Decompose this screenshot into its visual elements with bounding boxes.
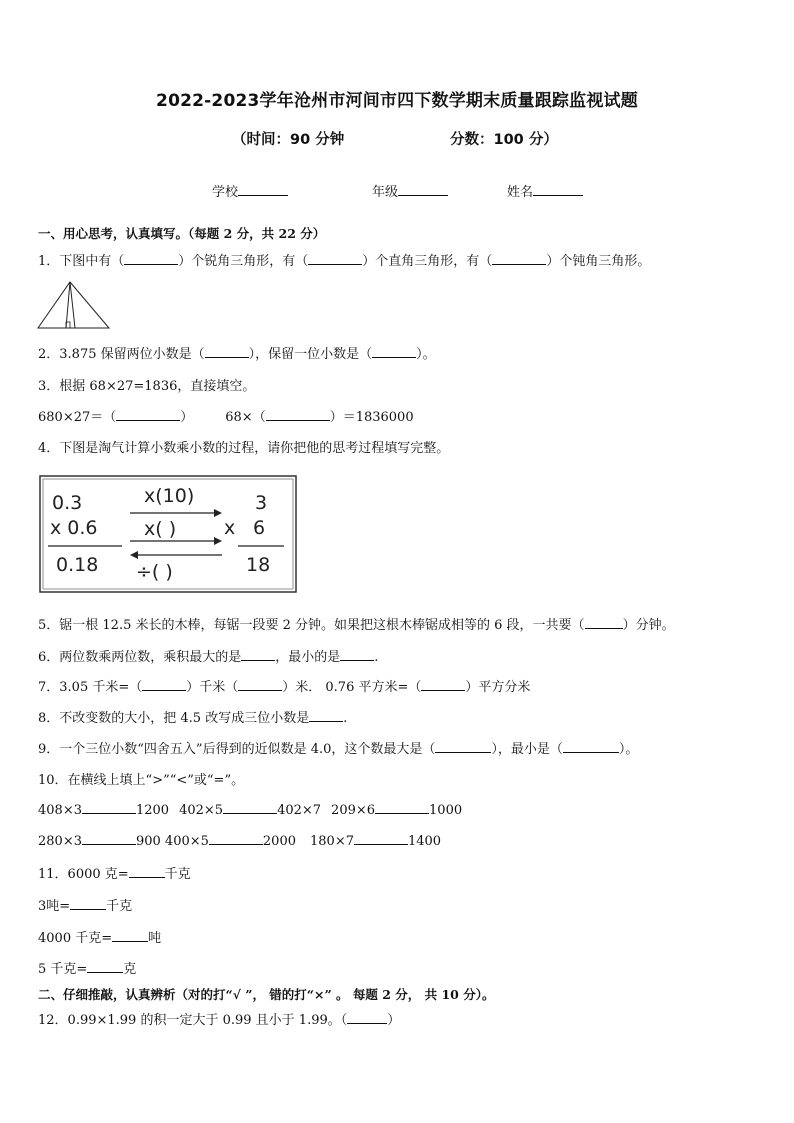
name-label: 姓名 (507, 185, 534, 200)
q12-text-b: ） (387, 1013, 401, 1028)
diagram-arrow2-label: x( ) (144, 518, 177, 540)
grade-field (372, 181, 448, 200)
q11-b-blank[interactable] (70, 897, 106, 910)
decimal-multiplication-diagram (38, 473, 298, 595)
q2-text-c: ）。 (416, 347, 436, 362)
diagram-left-mid: x 0.6 (50, 517, 98, 539)
question-6 (38, 646, 378, 665)
question-4: 4．下图是淘气计算小数乘小数的过程，请你把他的思考过程填写完整。 (38, 441, 450, 456)
question-3-items (38, 406, 414, 425)
q10-row1-a: 408×3 (38, 803, 82, 818)
q1-blank-right[interactable] (308, 252, 362, 265)
q11-c-text: 4000 千克= (38, 931, 113, 946)
q10-row2-blank-2[interactable] (209, 832, 263, 845)
question-10-row-1 (38, 801, 462, 818)
question-11-a (38, 863, 191, 882)
question-3: 3．根据 68×27=1836，直接填空。 (38, 379, 256, 394)
q11-b-unit: 千克 (106, 899, 133, 914)
q10-row2-b: 900 400×5 (135, 834, 209, 849)
q11-a-unit: 千克 (164, 867, 191, 882)
question-5 (38, 614, 675, 633)
name-blank[interactable] (533, 181, 583, 196)
q11-d-unit: 克 (123, 962, 137, 977)
school-blank[interactable] (238, 181, 288, 196)
q1-text-a: 1．下图中有（ (38, 254, 125, 269)
diagram-arrow2-head (214, 537, 222, 545)
q11-b-text: 3吨= (38, 899, 71, 914)
diagram-right-mid: 6 (253, 517, 266, 539)
q3-blank-1[interactable] (116, 408, 180, 421)
q10-row1-d: 402×7 (277, 803, 322, 818)
q12-blank[interactable] (347, 1011, 387, 1024)
section-1-heading: 一、用心思考，认真填写。（每题 2 分，共 22 分） (38, 226, 326, 241)
q3-blank-2[interactable] (266, 408, 330, 421)
q11-c-blank[interactable] (112, 929, 148, 942)
q10-row2-blank-1[interactable] (82, 832, 136, 845)
q8-text-a: 8．不改变数的大小，把 4.5 改写成三位小数是 (38, 711, 310, 726)
q10-row1-c: 402×5 (179, 803, 224, 818)
page-title: 2022-2023学年沧州市河间市四下数学期末质量跟踪监视试题 (156, 91, 638, 111)
q10-row1-blank-3[interactable] (375, 801, 429, 814)
question-11-b (38, 895, 132, 914)
diagram-arrow3-head (130, 551, 138, 559)
q11-d-text: 5 千克= (38, 962, 88, 977)
question-11-c (38, 927, 161, 946)
diagram-right-times: x (224, 517, 236, 539)
q10-row1-e: 209×6 (331, 803, 376, 818)
q1-text-b: ）个锐角三角形，有（ (178, 254, 309, 269)
time-limit: （时间：90 分钟 (232, 132, 345, 148)
q2-blank-two-decimals[interactable] (205, 345, 249, 358)
q10-row1-blank-1[interactable] (82, 801, 136, 814)
diagram-arrow1-head (214, 509, 222, 517)
diagram-arrow1-label: x(10) (144, 485, 195, 507)
question-10: 10．在横线上填上“>”“<”或“=”。 (38, 773, 245, 788)
q9-blank-min[interactable] (563, 740, 619, 753)
diagram-arrow3-label: ÷( ) (136, 561, 173, 583)
section-2-heading: 二、仔细推敲，认真辨析（对的打“√ ”， 错的打“×” 。 每题 2 分， 共 10 分）。 (38, 987, 495, 1002)
q10-row2-e: 1400 (407, 834, 442, 849)
diagram-right-top: 3 (255, 492, 268, 514)
q11-a-text: 11．6000 克= (38, 867, 129, 882)
grade-label: 年级 (372, 185, 399, 200)
q9-text-b: ），最小是（ (491, 742, 563, 757)
q6-blank-min[interactable] (340, 648, 374, 661)
q6-text-a: 6．两位数乘两位数，乘积最大的是 (38, 650, 242, 665)
q1-blank-acute[interactable] (124, 252, 178, 265)
q11-d-blank[interactable] (87, 960, 123, 973)
q7-blank-dm2[interactable] (421, 678, 465, 691)
q10-row1-b: 1200 (135, 803, 170, 818)
q3-text-a: 680×27＝（ (38, 410, 117, 425)
q12-text-a: 12．0.99×1.99 的积一定大于 0.99 且小于 1.99。（ (38, 1013, 348, 1028)
q2-text-b: ），保留一位小数是（ (248, 347, 373, 362)
question-9 (38, 738, 638, 757)
q7-text-c: ）米． 0.76 平方米=（ (282, 680, 422, 695)
question-8 (38, 707, 347, 726)
question-11-d (38, 958, 136, 977)
grade-blank[interactable] (398, 181, 448, 196)
q9-text-a: 9．一个三位小数“四舍五入”后得到的近似数是 4.0，这个数最大是（ (38, 742, 436, 757)
q3-text-d: ）＝1836000 (329, 410, 414, 425)
q11-a-blank[interactable] (129, 865, 165, 878)
q9-blank-max[interactable] (435, 740, 491, 753)
q7-text-b: ）千米（ (186, 680, 239, 695)
total-score: 分数：100 分） (450, 132, 558, 148)
q10-row2-a: 280×3 (38, 834, 82, 849)
school-label: 学校 (212, 185, 239, 200)
question-2 (38, 343, 436, 362)
q5-text-a: 5．锯一根 12.5 米长的木棒，每锯一段要 2 分钟。如果把这根木棒锯成相等的 6 段，一共要（ (38, 618, 585, 633)
q3-text-b: ） (180, 410, 194, 425)
question-10-row-2 (38, 832, 441, 849)
school-field (212, 181, 288, 200)
q6-text-c: . (374, 650, 379, 665)
q1-text-c: ）个直角三角形，有（ (362, 254, 493, 269)
question-1 (38, 250, 650, 269)
q9-text-c: ）。 (618, 742, 639, 757)
q10-row2-blank-3[interactable] (354, 832, 408, 845)
q7-text-d: ）平方分米 (465, 680, 531, 695)
q5-blank[interactable] (585, 616, 623, 629)
q2-text-a: 2．3.875 保留两位小数是（ (38, 347, 205, 362)
diagram-left-bottom: 0.18 (56, 554, 99, 576)
q11-c-unit: 吨 (148, 931, 162, 946)
question-12 (38, 1009, 400, 1028)
triangle-figure (37, 280, 110, 330)
name-field (507, 181, 583, 200)
q2-blank-one-decimal[interactable] (372, 345, 416, 358)
q3-text-c: 68×（ (225, 410, 266, 425)
q8-text-b: . (343, 711, 348, 726)
q10-row2-d: 180×7 (310, 834, 354, 849)
q1-blank-obtuse[interactable] (492, 252, 546, 265)
diagram-left-top: 0.3 (52, 492, 83, 514)
q7-text-a: 7．3.05 千米=（ (38, 680, 143, 695)
q5-text-b: ）分钟。 (622, 618, 675, 633)
q7-blank-km[interactable] (142, 678, 186, 691)
q7-blank-m[interactable] (238, 678, 282, 691)
q8-blank[interactable] (309, 709, 343, 722)
q6-blank-max[interactable] (241, 648, 275, 661)
q1-text-d: ）个钝角三角形。 (546, 254, 651, 269)
q10-row1-f: 1000 (429, 803, 463, 818)
q10-row1-blank-2[interactable] (223, 801, 277, 814)
question-7 (38, 676, 530, 695)
q6-text-b: ，最小的是 (275, 650, 341, 665)
q10-row2-c: 2000 (262, 834, 296, 849)
diagram-right-bottom: 18 (246, 554, 271, 576)
